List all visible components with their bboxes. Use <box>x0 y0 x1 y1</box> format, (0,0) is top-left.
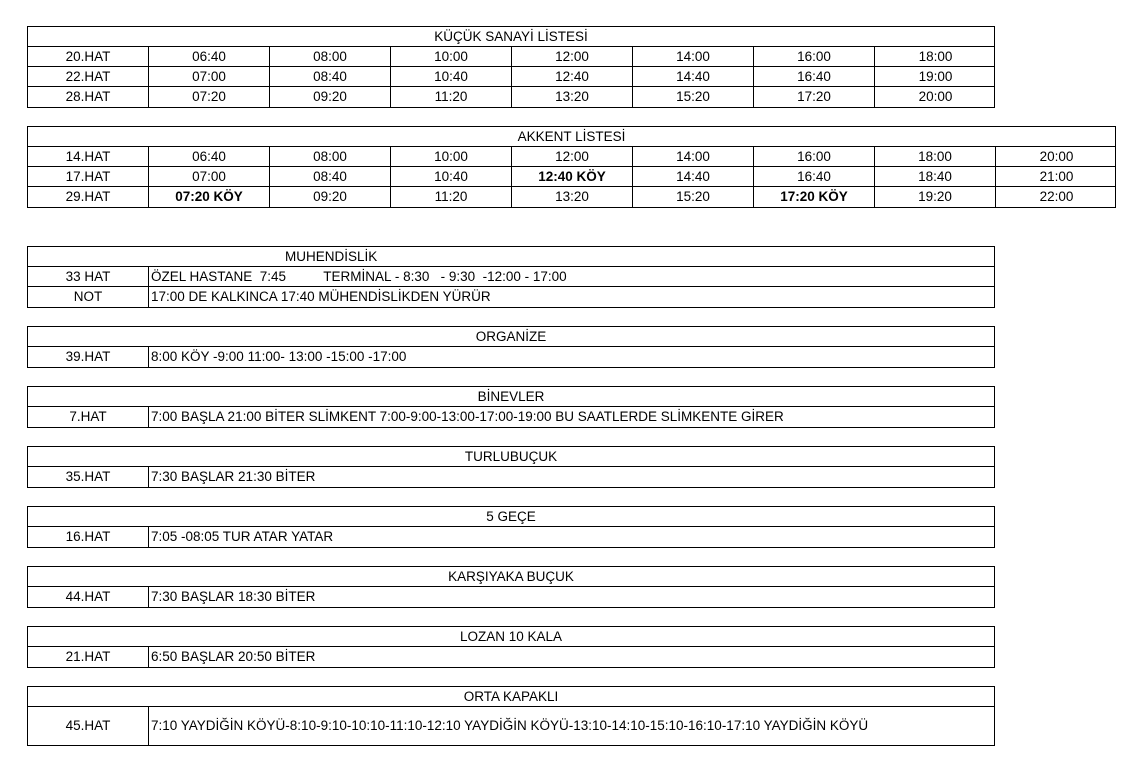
table-title: KARŞIYAKA BUÇUK <box>28 567 994 587</box>
table-row <box>28 587 994 607</box>
time-cell: 18:00 <box>918 49 953 64</box>
time-cell: 18:40 <box>875 167 996 186</box>
table-row <box>28 187 1115 207</box>
time-cell: 07:00 <box>149 167 270 186</box>
schedule-text: 7:30 BAŞLAR 18:30 BİTER <box>151 589 316 604</box>
table-row <box>28 347 994 367</box>
time-cell: 21:00 <box>1039 169 1074 184</box>
time-cell: 10:40 <box>391 67 512 86</box>
time-cell: 09:20 <box>270 187 391 207</box>
akkent-table <box>27 126 1116 208</box>
time-cell: 07:00 <box>149 67 270 86</box>
table-title: AKKENT LİSTESİ <box>28 127 1115 147</box>
time-cell: 19:20 <box>875 187 996 207</box>
hat-cell: 16.HAT <box>28 527 149 547</box>
time-cell: 20:00 <box>918 89 953 104</box>
hat-cell: 35.HAT <box>28 467 149 487</box>
time-cell: 12:40 <box>512 67 633 86</box>
time-cell: 10:40 <box>391 167 512 186</box>
time-cell: 16:40 <box>754 167 875 186</box>
hat-cell: NOT <box>28 287 149 307</box>
time-cell: 15:20 <box>633 187 754 207</box>
time-cell: 15:20 <box>633 87 754 107</box>
table-row <box>28 287 994 307</box>
hat-cell: 44.HAT <box>28 587 149 607</box>
time-cell: 16:00 <box>754 147 875 166</box>
time-cell: 19:00 <box>918 69 953 84</box>
time-cell: 16:40 <box>754 67 875 86</box>
time-cell: 14:40 <box>633 67 754 86</box>
table-row <box>28 467 994 487</box>
hat-cell: 33 HAT <box>28 267 149 286</box>
schedule-text: 7:00 BAŞLA 21:00 BİTER SLİMKENT 7:00-9:00-13:00-17:00-19:00 BU SAATLERDE SLİMKENTE GİRER <box>151 409 784 424</box>
time-cell: 14:00 <box>633 47 754 66</box>
time-cell: 20:00 <box>1039 149 1074 164</box>
table-title: KÜÇÜK SANAYİ LİSTESİ <box>28 27 994 47</box>
schedule-text: 8:00 KÖY -9:00 11:00- 13:00 -15:00 -17:00 <box>151 349 407 364</box>
karsiyaka-bucuk-table <box>27 566 995 608</box>
table-row <box>28 147 1115 167</box>
hat-cell: 28.HAT <box>28 87 149 107</box>
hat-cell: 39.HAT <box>28 347 149 367</box>
table-title: ORGANİZE <box>28 327 994 347</box>
time-cell-koy: 17:20 KÖY <box>754 187 875 207</box>
bes-gece-table <box>27 506 995 548</box>
table-row <box>28 707 994 745</box>
schedule-text: 7:10 YAYDİĞİN KÖYÜ-8:10-9:10-10:10-11:10-12:10 YAYDİĞİN KÖYÜ-13:10-14:10-15:10-16:10-17:10 YAYDİĞİN KÖYÜ <box>151 718 869 733</box>
time-cell: 22:00 <box>1039 189 1074 204</box>
table-row <box>28 167 1115 187</box>
hat-cell: 7.HAT <box>28 407 149 427</box>
turlubucuk-table <box>27 446 995 488</box>
time-cell: 09:20 <box>270 87 391 107</box>
table-row <box>28 407 994 427</box>
schedule-text: 7:05 -08:05 TUR ATAR YATAR <box>151 529 334 544</box>
lozan-10-kala-table <box>27 626 995 668</box>
binevler-table <box>27 386 995 428</box>
table-title: BİNEVLER <box>28 387 994 407</box>
time-cell: 11:20 <box>391 187 512 207</box>
table-row <box>28 47 994 67</box>
table-row <box>28 87 994 107</box>
time-cell: 10:00 <box>391 47 512 66</box>
time-cell: 14:00 <box>633 147 754 166</box>
schedule-text: 7:30 BAŞLAR 21:30 BİTER <box>151 469 316 484</box>
hat-cell: 29.HAT <box>28 187 149 207</box>
time-cell-koy: 07:20 KÖY <box>149 187 270 207</box>
table-title: ORTA KAPAKLI <box>28 687 994 707</box>
time-cell: 06:40 <box>149 147 270 166</box>
schedule-text: 17:00 DE KALKINCA 17:40 MÜHENDİSLİKDEN YÜRÜR <box>151 289 491 304</box>
table-row <box>28 647 994 667</box>
hat-cell: 21.HAT <box>28 647 149 667</box>
time-cell: 12:00 <box>512 47 633 66</box>
hat-cell: 14.HAT <box>28 147 149 166</box>
orta-kapakli-table <box>27 686 995 746</box>
table-row <box>28 67 994 87</box>
time-cell: 17:20 <box>754 87 875 107</box>
schedule-text: ÖZEL HASTANE 7:45 TERMİNAL - 8:30 - 9:30 -12:00 - 17:00 <box>151 269 567 284</box>
hat-cell: 20.HAT <box>28 47 149 66</box>
table-row <box>28 267 994 287</box>
kucuk-sanayi-table <box>27 26 995 108</box>
schedule-text: 6:50 BAŞLAR 20:50 BİTER <box>151 649 316 664</box>
table-title: 5 GEÇE <box>28 507 994 527</box>
time-cell: 10:00 <box>391 147 512 166</box>
time-cell: 12:00 <box>512 147 633 166</box>
time-cell: 18:00 <box>875 147 996 166</box>
time-cell: 08:00 <box>270 147 391 166</box>
table-row <box>28 527 994 547</box>
time-cell: 16:00 <box>754 47 875 66</box>
time-cell: 07:20 <box>149 87 270 107</box>
time-cell: 11:20 <box>391 87 512 107</box>
muhendislik-table <box>27 246 995 308</box>
organize-table <box>27 326 995 368</box>
time-cell: 13:20 <box>512 187 633 207</box>
hat-cell: 45.HAT <box>28 707 149 745</box>
time-cell-koy: 12:40 KÖY <box>512 167 633 186</box>
time-cell: 08:00 <box>270 47 391 66</box>
time-cell: 13:20 <box>512 87 633 107</box>
hat-cell: 22.HAT <box>28 67 149 86</box>
hat-cell: 17.HAT <box>28 167 149 186</box>
table-title: MUHENDİSLİK <box>28 247 994 267</box>
time-cell: 06:40 <box>149 47 270 66</box>
table-title: TURLUBUÇUK <box>28 447 994 467</box>
time-cell: 14:40 <box>633 167 754 186</box>
table-title: LOZAN 10 KALA <box>28 627 994 647</box>
time-cell: 08:40 <box>270 67 391 86</box>
time-cell: 08:40 <box>270 167 391 186</box>
